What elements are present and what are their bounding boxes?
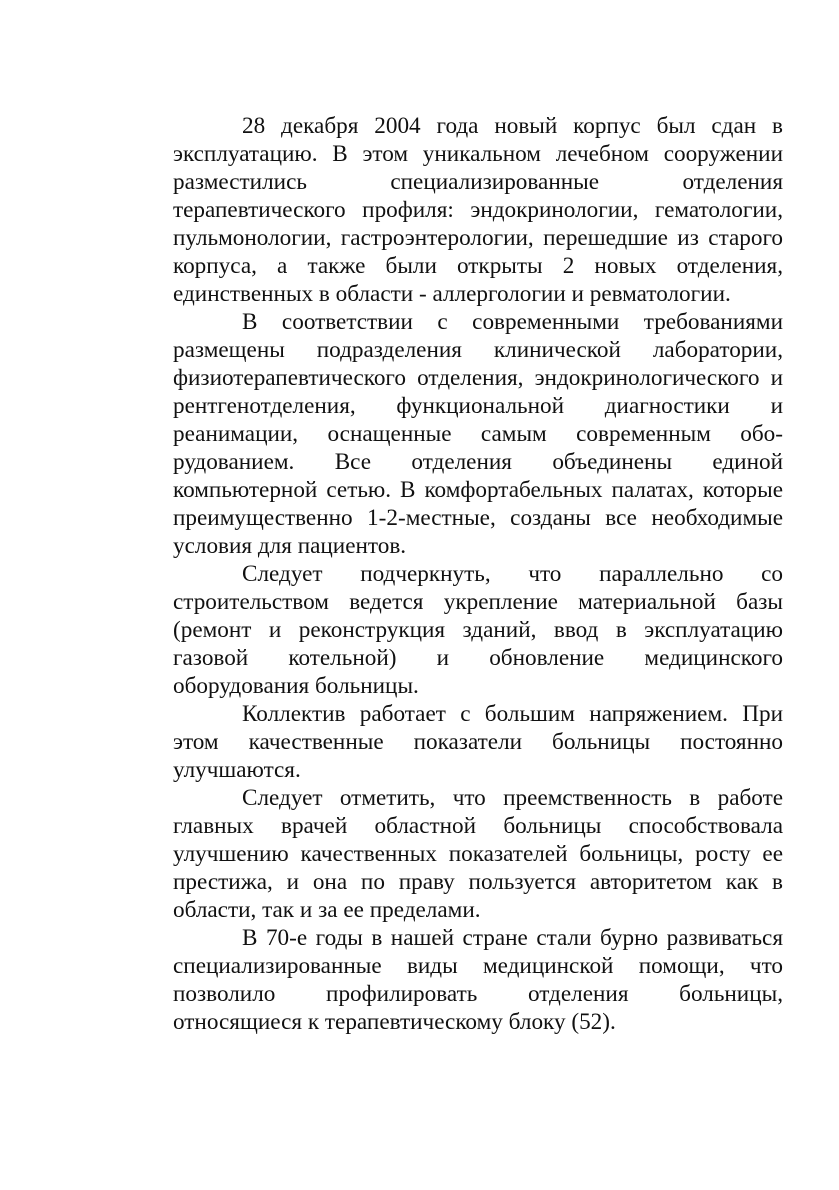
paragraph-new-building: 28 декабря 2004 года новый корпус был сдан в эксплуатацию. В этом уникальном лечебном сооружении разместились специализированные отделения терапевтического профиля: эндокринологии, гематологии, пульмонологии, гастроэнтерологии, перешедшие из старого корпуса, а также были открыты 2 новых отделения, единственных в области - аллергологии и ревматологии. bbox=[173, 113, 783, 307]
paragraph-construction: Следует подчеркнуть, что параллельно со строительством ведется укрепление материальной базы (ремонт и реконструкция зданий, ввод в эксплуатацию газовой котельной) и обновление медицинского оборудования больницы. bbox=[173, 561, 783, 699]
paragraph-specialization: В 70-е годы в нашей стране стали бурно развиваться специализированные виды медицинской помощи, что позволило профилировать отделения больницы, относящиеся к терапевтическому блоку (52). bbox=[173, 925, 783, 1035]
paragraph-equipment: В соответствии с современными требованиями размещены подразделения клинической лаборатории, физиотерапевтического отделения, эндокринологического и рентгенотделения, функциональной диагностики и реанимации, оснащенные самым современным оборудованием. Все отделения объединены единой компьютерной сетью. В комфортабельных палатах, которые преимущественно 1-2-местные, созданы все необходимые условия для пациентов. bbox=[173, 309, 783, 559]
document-page bbox=[173, 112, 783, 1036]
paragraph-staff: Коллектив работает с большим напряжением. При этом качественные показатели больницы постоянно улучшаются. bbox=[173, 701, 783, 783]
paragraph-continuity: Следует отметить, что преемственность в работе главных врачей областной больницы способствовала улучшению качественных показателей больницы, росту ее престижа, и она по праву пользуется авторитетом как в области, так и за ее пределами. bbox=[173, 785, 783, 923]
